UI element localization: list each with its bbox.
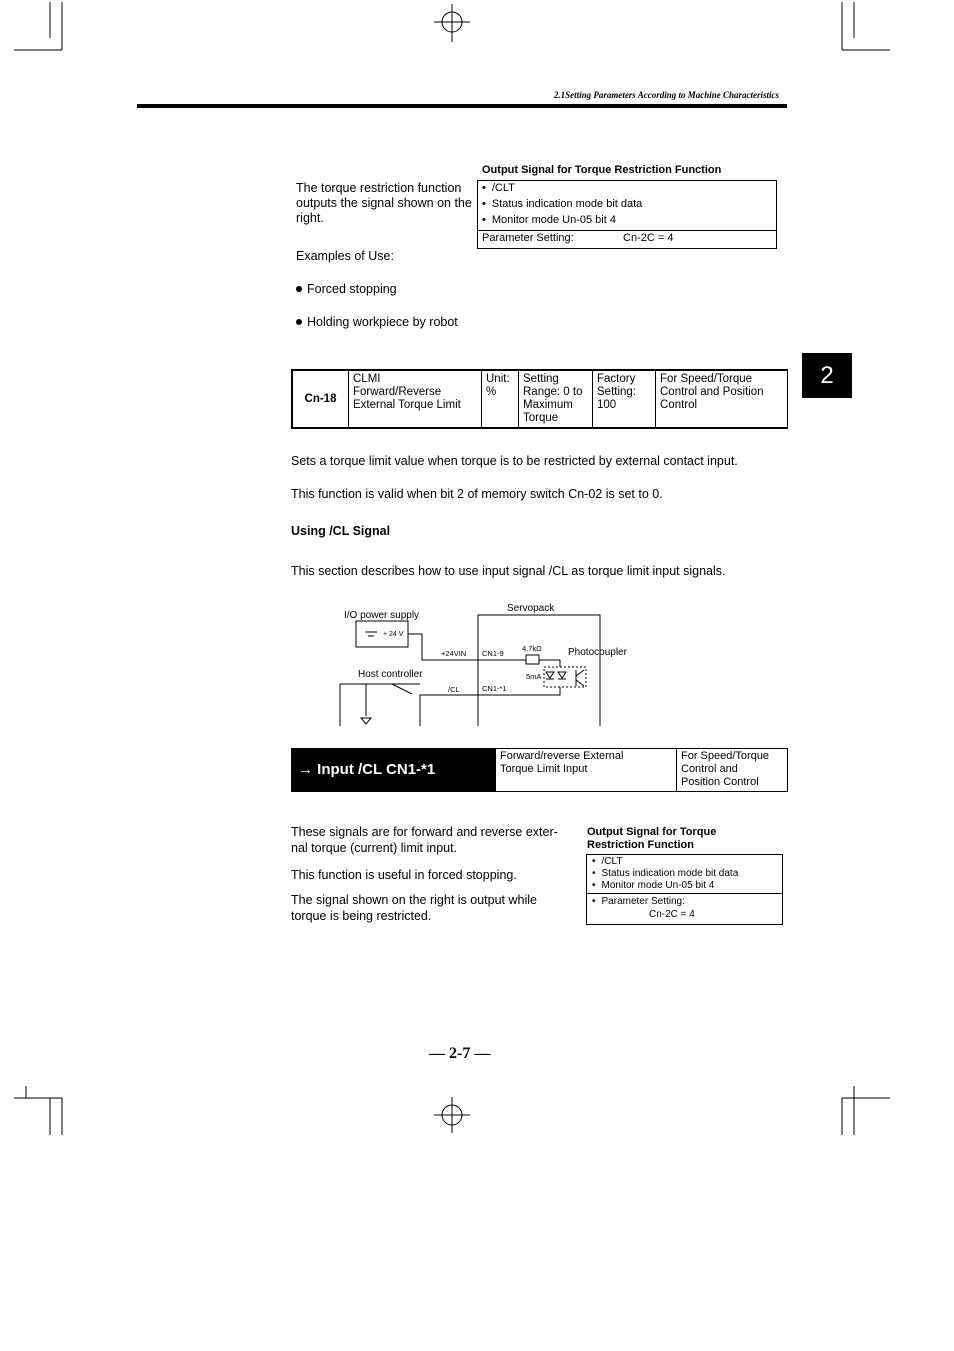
label-io-power: I/O power supply [344,610,420,621]
input-control-line: Control and [681,763,738,775]
lower-line: These signals are for forward and reverse exter- [291,825,558,839]
lower-paragraph-1 [291,825,558,856]
param-name-line: Forward/Reverse [353,386,442,398]
label-photocoupler: Photocoupler [568,647,627,658]
page-number: — 2-7 — [429,1045,491,1062]
param-factory [593,370,656,428]
output-box-1-title: Output Signal for Torque Restriction Function [482,164,722,176]
param-unit-line: % [486,386,497,398]
param-range-line: Range: 0 to [523,386,583,398]
label-resistor: 4.7kΩ [522,644,542,653]
param-name-line: CLMI [353,373,381,385]
label-cn1-9: CN1-9 [482,649,504,658]
label-5ma: 5mA [526,672,542,681]
param-unit [482,370,519,428]
param-range-line: Torque [523,412,559,424]
param-code: Cn-18 [292,370,349,428]
param-range-line: Maximum [523,399,573,411]
lower-paragraph-3 [291,893,537,924]
divider [478,230,776,231]
input-desc-line: Forward/reverse External [500,750,624,762]
examples-label: Examples of Use: [296,249,394,263]
param-setting-value: Cn-2C = 4 [623,232,674,244]
header-rule [137,104,787,108]
input-signal-desc [500,750,624,776]
output-box-1-item: • Status indication mode bit data [482,198,642,211]
input-signal-title: → Input /CL CN1-*1 [292,749,496,791]
lower-line: torque is being restricted. [291,909,432,923]
body-paragraph-2: This function is valid when bit 2 of memory switch Cn-02 is set to 0. [291,487,663,501]
bullet-icon [296,319,302,325]
param-factory-line: Setting: [597,386,636,398]
table-row [292,370,788,428]
output-box-2-title-line: Restriction Function [587,839,694,851]
label-24v: + 24 V [383,631,404,638]
param-control-line: For Speed/Torque [660,373,753,385]
param-range [519,370,593,428]
output-box-2-title [587,826,716,852]
parameter-table [291,369,788,429]
input-signal-control [681,750,769,789]
lower-line: nal torque (current) limit input. [291,841,458,855]
chapter-tab: 2 [802,353,852,398]
output-box-2-param-value: Cn-2C = 4 [649,909,695,920]
input-signal-box [291,748,788,792]
param-setting-label: Parameter Setting: [482,232,574,244]
input-control-line: Position Control [681,776,759,788]
output-box-2-title-line: Output Signal for Torque [587,826,717,838]
label-cn1-1: CN1-*1 [482,684,507,693]
output-box-1-item: • Monitor mode Un-05 bit 4 [482,214,616,227]
divider [587,893,782,894]
output-box-2-item: • Monitor mode Un-05 bit 4 [592,880,714,892]
input-control-line: For Speed/Torque [681,750,770,762]
example-item-1: Forced stopping [296,282,397,297]
output-box-2-item: • /CLT [592,856,622,868]
label-24vin: +24VIN [441,649,467,658]
param-range-line: Setting [523,373,559,385]
param-unit-line: Unit: [486,373,510,385]
output-box-2-param-label: • Parameter Setting: [592,896,685,908]
circuit-diagram [330,598,627,730]
label-servopack: Servopack [507,603,555,614]
param-control [656,370,788,428]
output-box-2 [586,854,783,925]
body-paragraph-3: This section describes how to use input signal /CL as torque limit input signals. [291,564,726,578]
body-paragraph-1: Sets a torque limit value when torque is to be restricted by external contact input. [291,454,738,468]
subheading: Using /CL Signal [291,524,391,538]
example-item-2: Holding workpiece by robot [296,315,458,330]
intro-text: The torque restriction function outputs the signal shown on the right. [296,181,472,225]
bullet-icon [296,286,302,292]
param-name [349,370,482,428]
lower-paragraph-2: This function is useful in forced stopping. [291,868,517,882]
lower-line: The signal shown on the right is output while [291,893,537,907]
output-box-1 [477,180,777,249]
param-control-line: Control [660,399,698,411]
param-control-line: Control and Position [660,386,764,398]
section-header: 2.1Setting Parameters According to Machine Characteristics [553,90,779,100]
label-cl: /CL [448,685,460,694]
param-factory-line: 100 [597,399,617,411]
input-desc-line: Torque Limit Input [500,763,588,775]
divider [676,749,677,791]
output-box-2-item: • Status indication mode bit data [592,868,738,880]
param-name-line: External Torque Limit [353,399,461,411]
label-host: Host controller [358,669,423,680]
param-factory-line: Factory [597,373,636,385]
output-box-1-item: • /CLT [482,182,515,195]
